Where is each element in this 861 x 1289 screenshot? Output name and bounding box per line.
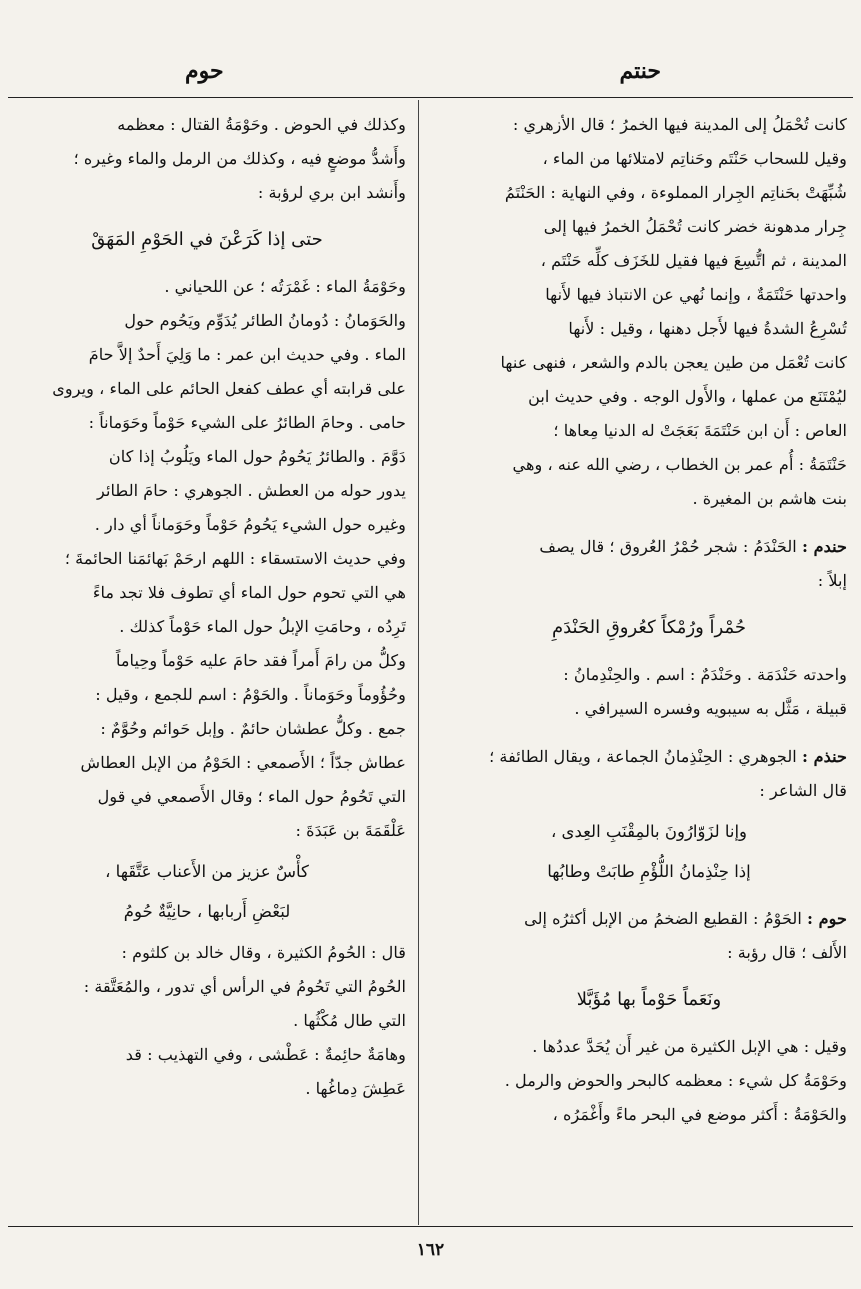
text-line: إبلاً : — [817, 571, 847, 590]
entry-handam — [451, 530, 847, 564]
text-line: جِرار مدهونة خضر كانت تُحْمَلُ الخمرُ فيها إلى — [543, 217, 847, 236]
text-line: ليُمْتَنَع من عملها ، والأَول الوجه . وفي حديث ابن — [528, 387, 847, 406]
text-line: قبيلة ، مَثَّل به سيبويه وفسره السيرافي . — [574, 699, 847, 718]
verse-line: ونَعَماً حَوْماً بها مُؤَبَّلا — [576, 989, 722, 1010]
text-line: شُبِّهَتْ بحَناتِم الجِرار المملوءة ، وفي النهاية : الحَنْتَمُ — [504, 183, 847, 202]
text-line: والحَوْمَةُ : أَكثر موضع في البحر ماءً وأَغْمَرُه ، — [552, 1105, 847, 1124]
entry-text: الجوهري : الحِنْذِمانُ الجماعة ، ويقال الطائفة ؛ — [489, 747, 797, 766]
text-line: جمع . وكلُّ عطشان حائمٌ . وإبل حَوائم وحُوَّمٌ : — [100, 719, 406, 738]
text-line: الماء . وفي حديث ابن عمر : ما وَلِيَ أَحدٌ إلاَّ حامَ — [88, 345, 406, 364]
page-header-left-word: حوم — [185, 58, 224, 84]
entry-headword: حوم : — [806, 909, 847, 928]
text-line: عطاش جدّاً ؛ الأَصمعي : الحَوْمُ من الإبل العطاش — [80, 753, 406, 772]
entry-headword: حندم : — [801, 537, 847, 556]
text-line: تُسْرِعُ الشدةُ فيها لأَجل دهنها ، وقيل : لأَنها — [568, 319, 847, 338]
text-line: وقيل للسحاب حَنْتَم وحَناتِم لامتلائها من الماء ، — [542, 149, 847, 168]
text-line: وحَوْمَةُ كل شيء : معظمه كالبحر والحوض والرمل . — [504, 1071, 847, 1090]
text-line: والحَوَمانُ : دُومانُ الطائر يُدَوِّم ويَحُوم حول — [124, 311, 406, 330]
text-line: قال : الحُومُ الكثيرة ، وقال خالد بن كلثوم : — [121, 943, 406, 962]
text-line: هي التي تحوم حول الماء أي تطوف فلا تجد ماءً — [92, 583, 406, 602]
text-line: وحُؤُوماً وحَوَماناً . والحَوْمُ : اسم للجمع ، وقيل : — [95, 685, 406, 704]
text-line: بنت هاشم بن المغيرة . — [692, 489, 847, 508]
text-line: الأَلف ؛ قال رؤبة : — [727, 943, 847, 962]
text-line: التي طال مُكْثُها . — [293, 1011, 406, 1030]
text-line: واحدته حَنْدَمَة . وحَنْدَمٌ : اسم . والحِنْدِمانُ : — [563, 665, 847, 684]
verse-line: حتى إذا كَرَعْنَ في الحَوْمِ المَهَقْ — [91, 229, 323, 250]
text-line: يدور حوله من العطش . الجوهري : حامَ الطائر — [97, 481, 406, 500]
text-line: قال الشاعر : — [759, 781, 847, 800]
text-line: تَرِدُه ، وحامَتِ الإبلُ حول الماء حَوْماً كذلك . — [119, 617, 406, 636]
verse-line: إذا حِنْذِمانُ اللُّؤْمِ طابَتْ وطابُها — [547, 862, 751, 881]
entry-text: الحَوْمُ : القطيع الضخمُ من الإبل أكثرُه إلى — [524, 909, 802, 928]
entry-hawm — [451, 902, 847, 936]
text-line: وهامَةٌ حائِمةٌ : عَطْشى ، وفي التهذيب : قد — [125, 1045, 406, 1064]
text-line: وفي حديث الاستسقاء : اللهم ارحَمْ بَهائمَنا الحائمةَ ؛ — [64, 549, 406, 568]
footer-rule — [8, 1226, 853, 1227]
text-line: كانت تُعْمَل من طين يعجن بالدم والشعر ، فنهى عنها — [500, 353, 847, 372]
left-column — [8, 108, 406, 1220]
text-line: وكذلك في الحوض . وحَوْمَةُ القتال : معظمه — [117, 115, 406, 134]
verse-line: لبَعْضِ أَربابها ، حانِيَّةٌ حُومُ — [123, 902, 291, 921]
verse-line: وإنا لزَوّارُونَ بالمِقْنَبِ العِدى ، — [550, 822, 748, 841]
text-line: وقيل : هي الإبل الكثيرة من غير أَن يُحَدَّ عددُها . — [532, 1037, 847, 1056]
text-line: التي تَحُومُ حول الماء ؛ وقال الأَصمعي في قول — [97, 787, 406, 806]
page-number: ١٦٢ — [416, 1240, 445, 1260]
entry-hndhm — [451, 740, 847, 774]
verse-line: حُمْراً ورُمْكاً كعُروقِ الحَنْدَمِ — [551, 617, 747, 638]
text-line: وحَوْمَةُ الماء : غَمْرَتُه ؛ عن اللحياني . — [164, 277, 406, 296]
text-line: الحُومُ التي تَحُومُ في الرأس أي تدور ، والمُعَتَّقة : — [83, 977, 406, 996]
text-line: المدينة ، ثم اتُّسِعَ فيها فقيل للخَزَف كلِّه حَنْتَم ، — [540, 251, 847, 270]
text-line: كانت تُحْمَلُ إلى المدينة فيها الخمرُ ؛ قال الأزهري : — [512, 115, 847, 134]
header-rule — [8, 97, 853, 98]
text-line: وغيره حول الشيء يَحُومُ حَوْماً وحَوَماناً أي دار . — [94, 515, 406, 534]
text-line: على قرابته أي عطف كفعل الحائم على الماء ، ويروى — [52, 379, 406, 398]
text-line: دَوَّمَ . والطائرُ يَحُومُ حول الماء ويَلُوبُ إذا كان — [108, 447, 406, 466]
entry-text: الحَنْدَمُ : شجر حُمْرُ العُروق ؛ قال يصف — [539, 537, 797, 556]
page-header-right-word: حنتم — [619, 58, 661, 84]
entry-headword: حنذم : — [801, 747, 847, 766]
text-line: عَلْقَمَةَ بن عَبَدَةَ : — [295, 821, 406, 840]
column-divider — [418, 100, 419, 1225]
text-line: حامى . وحامَ الطائرُ على الشيء حَوْماً وحَوَماناً : — [88, 413, 406, 432]
text-line: عَطِشَ دِماغُها . — [305, 1079, 406, 1098]
text-line: العاص : أَن ابن حَنْتَمَةَ بَعَجَتْ له الدنيا مِعاها ؛ — [553, 421, 847, 440]
verse-line: كأْسٌ عزيز من الأَعناب عَتَّقَها ، — [105, 862, 309, 881]
text-line: وكلُّ من رامَ أَمراً فقد حامَ عليه حَوْماً وحِياماً — [115, 651, 406, 670]
text-line: واحدتها حَنْتَمَةٌ ، وإنما نُهي عن الانتباذ فيها لأَنها — [545, 285, 847, 304]
text-line: حَنْتَمَةُ : أُم عمر بن الخطاب ، رضي الله عنه ، وهي — [512, 455, 847, 474]
text-line: وأَشدُّ موضعٍ فيه ، وكذلك من الرمل والماء وغيره ؛ — [73, 149, 406, 168]
right-column — [451, 108, 847, 1220]
text-line: وأَنشد ابن بري لرؤبة : — [257, 183, 406, 202]
